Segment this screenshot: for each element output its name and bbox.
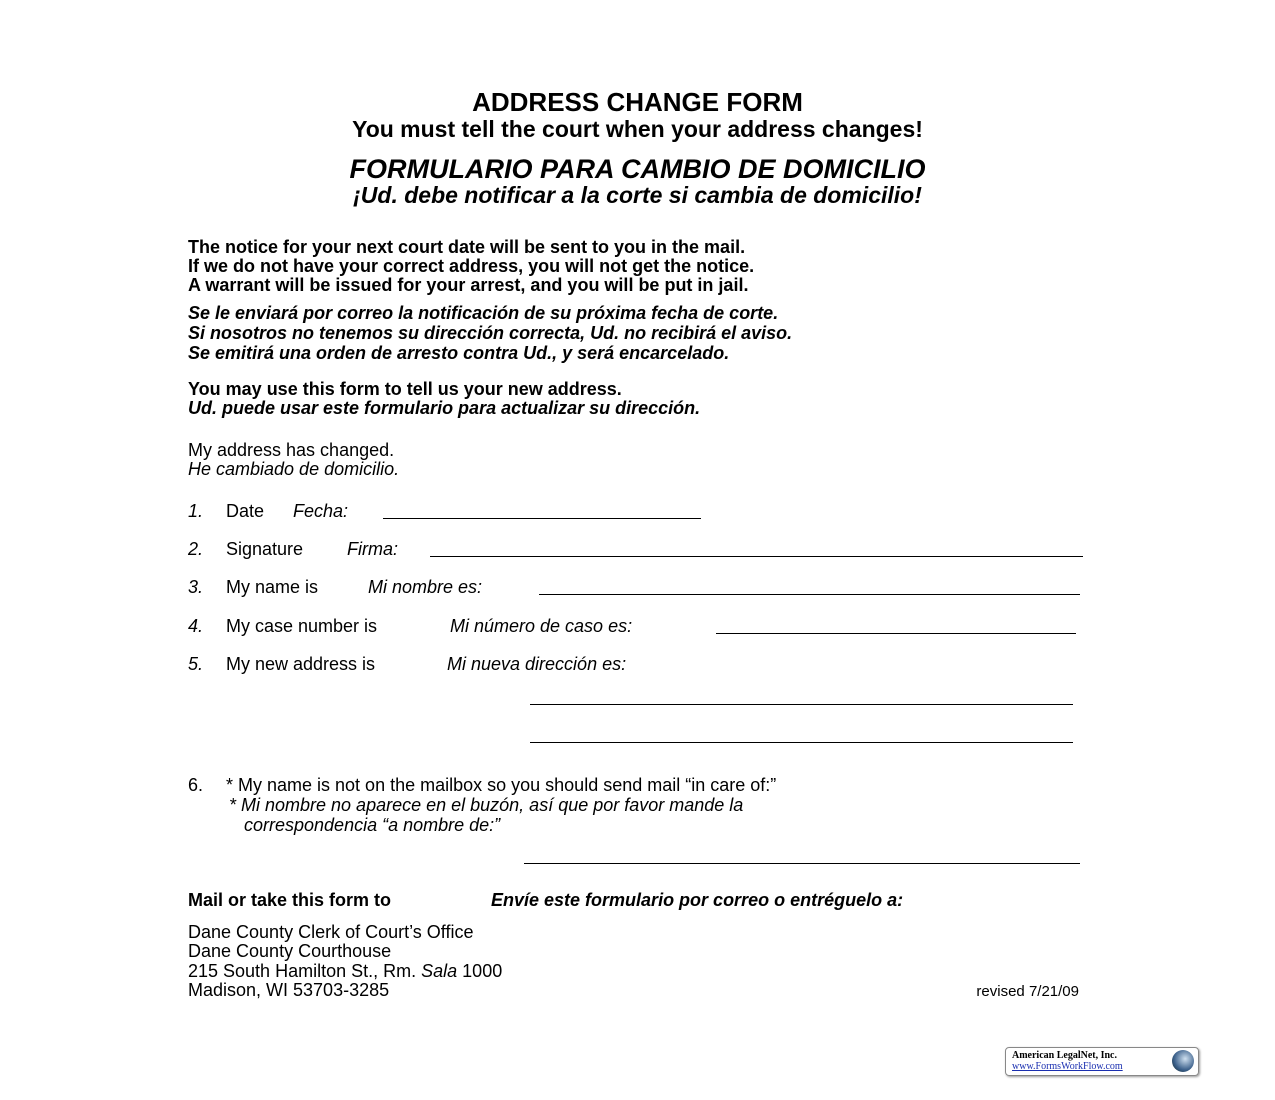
date-field[interactable] (383, 518, 701, 519)
signature-field[interactable] (430, 556, 1083, 557)
address-field-line2[interactable] (530, 742, 1073, 743)
notice-line-es: Se le enviará por correo la notificación de su próxima fecha de corte. (188, 303, 779, 323)
notice-line: If we do not have your correct address, you will not get the notice. (188, 256, 755, 276)
form-subtitle: You must tell the court when your address changes! (352, 116, 923, 142)
name-field[interactable] (539, 594, 1080, 595)
address-field-line1[interactable] (530, 704, 1073, 705)
address-line: 215 South Hamilton St., Rm. Sala 1000 (188, 961, 503, 981)
legalnet-logo: American LegalNet, Inc. www.FormsWorkFlow.com (1005, 1047, 1199, 1076)
notice-line-es: Si nosotros no tenemos su dirección correcta, Ud. no recibirá el aviso. (188, 323, 793, 343)
form-title-es: FORMULARIO PARA CAMBIO DE DOMICILIO (349, 154, 926, 184)
changed-text-es: He cambiado de domicilio. (188, 459, 400, 479)
notice-line: A warrant will be issued for your arrest, and you will be put in jail. (188, 275, 749, 295)
address-line: Dane County Courthouse (188, 941, 392, 961)
mail-label: Mail or take this form to (188, 890, 392, 910)
revised-date: revised 7/21/09 (976, 983, 1079, 1000)
address-line: Dane County Clerk of Court’s Office (188, 922, 474, 942)
changed-text: My address has changed. (188, 440, 395, 460)
notice-line: The notice for your next court date will be sent to you in the mail. (188, 237, 746, 257)
address-line: Madison, WI 53703-3285 (188, 980, 390, 1000)
case-number-field[interactable] (716, 633, 1076, 634)
logo-link[interactable]: www.FormsWorkFlow.com (1012, 1061, 1123, 1072)
form-subtitle-es: ¡Ud. debe notificar a la corte si cambia de domicilio! (353, 182, 922, 208)
globe-icon (1172, 1050, 1194, 1072)
mail-label-es: Envíe este formulario por correo o entréguelo a: (491, 890, 904, 910)
use-form-text: You may use this form to tell us your new address. (188, 379, 622, 399)
form-title: ADDRESS CHANGE FORM (472, 87, 803, 117)
form-page: ADDRESS CHANGE FORM You must tell the court when your address changes! FORMULARIO PARA CAMBIO DE DOMICILIO ¡Ud. debe notificar a la corte si cambia de domicilio! The notice for your next court date will be sent to you in the mail. If we do not have your correct address, you will not get the notice. A warrant will be issued for your arrest, and you will be put in jail. Se le enviará por correo la notificación de su próxima fecha de corte. Si nosotros no tenemos su dirección correcta, Ud. no recibirá el aviso. Se emitirá una orden de arresto contra Ud., y será encarcelado. You may use this form to tell us your new address. Ud. puede usar este formulario para actualizar su dirección. My address has changed. He cambiado de domicilio. 1. Date Fecha: 2. Signature Firma: 3. My name is Mi nombre es: 4. My case number is Mi número de caso es: 5. My new address is Mi nueva dirección es: 6. * My name is not on the mailbox so you should send mail “in care of:” * Mi nombre no aparece en el buzón, así que por favor mande la correspondencia “a nombre de:” Mail or take this form to Envíe este formulario por correo o entréguelo a: Dane County Clerk of Court’s Office Dane County Courthouse 215 South Hamilton St., Rm. Sala 1000 Madison, WI 53703-3285 revised 7/21/09 American LegalNet, Inc. www.FormsWorkFlow.com (0, 0, 1275, 1100)
in-care-of-field[interactable] (524, 863, 1080, 864)
use-form-text-es: Ud. puede usar este formulario para actualizar su dirección. (188, 398, 701, 418)
notice-line-es: Se emitirá una orden de arresto contra Ud., y será encarcelado. (188, 343, 730, 363)
